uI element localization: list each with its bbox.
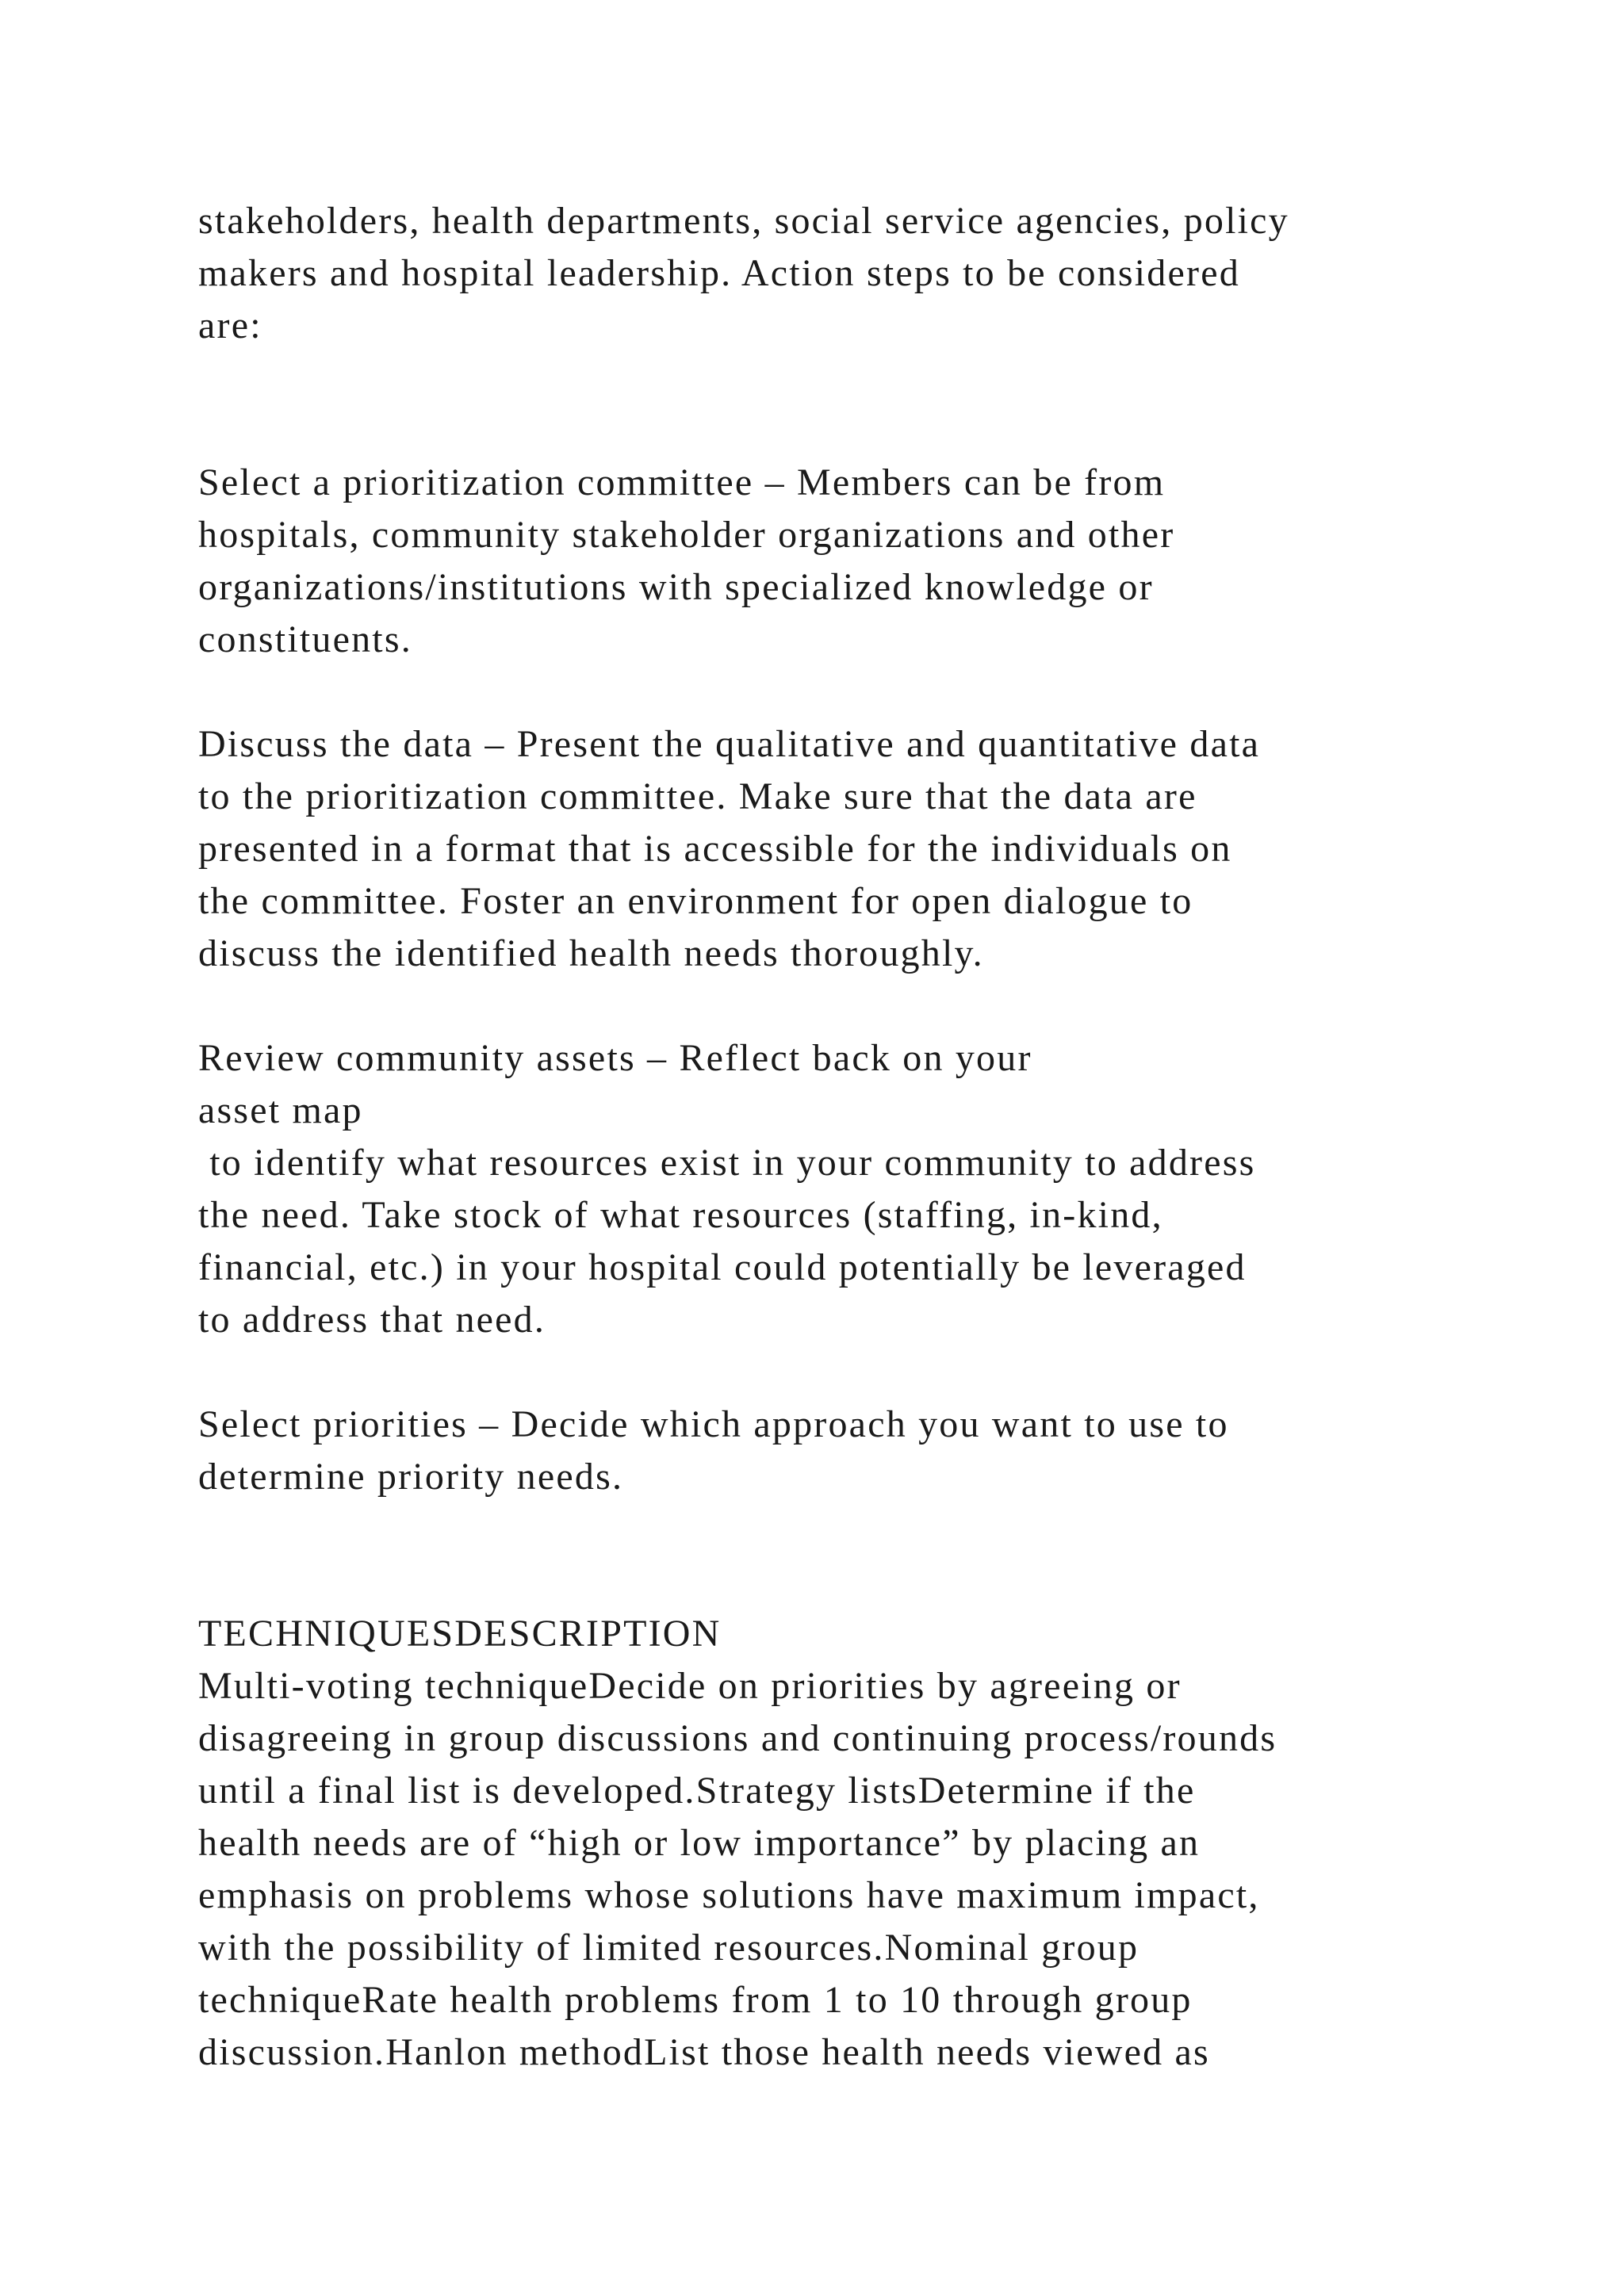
text-line: hospitals, community stakeholder organizations and other [198,514,1175,556]
text-line: Discuss the data – Present the qualitative and quantitative data [198,723,1261,765]
text-line: emphasis on problems whose solutions have maximum impact, [198,1874,1260,1916]
intro-paragraph [198,195,1499,352]
techniques-table-text [198,1608,1499,2079]
paragraph-spacer [198,666,1499,718]
paragraph-spacer [198,980,1499,1032]
text-line: with the possibility of limited resources.Nominal group [198,1927,1139,1969]
text-line: financial, etc.) in your hospital could potentially be leveraged [198,1246,1247,1288]
text-line: health needs are of “high or low importance” by placing an [198,1822,1201,1864]
paragraph-spacer [198,1503,1499,1608]
text-line: determine priority needs. [198,1456,624,1498]
text-line: Select priorities – Decide which approach you want to use to [198,1403,1229,1445]
text-line: the committee. Foster an environment for open dialogue to [198,880,1193,922]
text-line: until a final list is developed.Strategy listsDetermine if the [198,1770,1196,1812]
step-priorities-paragraph [198,1399,1499,1503]
text-line: organizations/institutions with specialized knowledge or [198,566,1154,608]
text-line: are: [198,304,262,346]
paragraph-spacer [198,1346,1499,1399]
text-line: techniqueRate health problems from 1 to 10 through group [198,1979,1193,2021]
text-line: discussion.Hanlon methodList those health needs viewed as [198,2031,1210,2073]
document-body [198,195,1499,2079]
step-committee-paragraph [198,457,1499,666]
text-line: to the prioritization committee. Make sure that the data are [198,775,1197,817]
text-line: to address that need. [198,1299,546,1341]
text-line: discuss the identified health needs thoroughly. [198,932,984,974]
text-line: to identify what resources exist in your community to address [198,1142,1256,1184]
text-line: makers and hospital leadership. Action steps to be considered [198,252,1240,294]
text-line: Select a prioritization committee – Members can be from [198,461,1166,503]
techniques-header: TECHNIQUESDESCRIPTION [198,1613,722,1655]
paragraph-spacer [198,352,1499,457]
text-line: Review community assets – Reflect back on your [198,1037,1032,1079]
text-line: constituents. [198,618,412,660]
text-line: stakeholders, health departments, social service agencies, policy [198,200,1289,242]
step-assets-paragraph [198,1032,1499,1346]
text-line: disagreeing in group discussions and continuing process/rounds [198,1717,1277,1759]
text-line: presented in a format that is accessible for the individuals on [198,828,1232,870]
asset-map-text: asset map [198,1089,363,1131]
text-line: Multi-voting techniqueDecide on priorities by agreeing or [198,1665,1182,1707]
step-data-paragraph [198,718,1499,980]
text-line: the need. Take stock of what resources (staffing, in-kind, [198,1194,1163,1236]
